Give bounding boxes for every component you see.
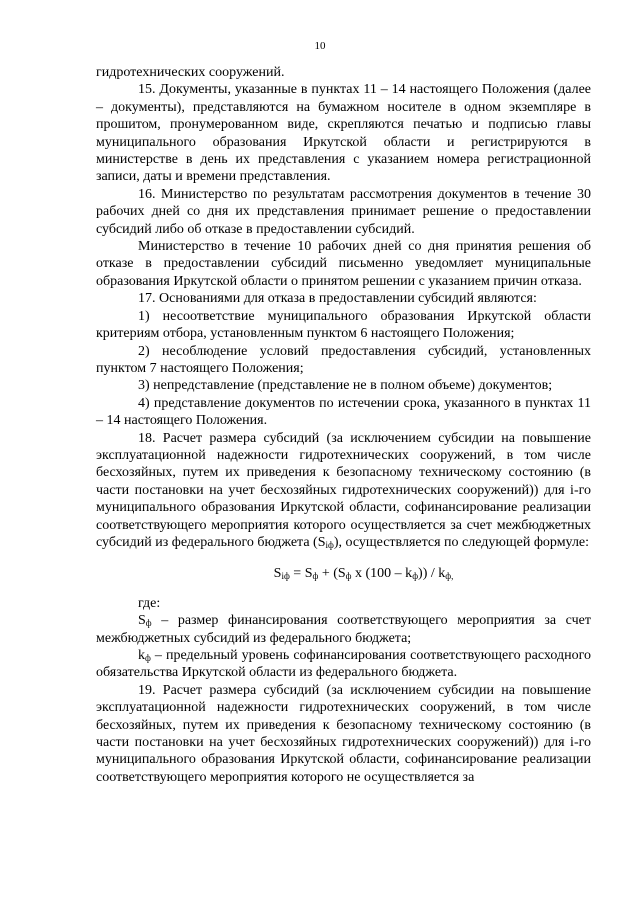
paragraphs-before — [96, 64, 591, 430]
paragraph-18-text: 18. Расчет размера субсидий (за исключением субсидии на повышение эксплуатационной надежности гидротехнических сооружений, в том числе бесхозяйных, путем их приведения к безопасному техническому состоянию (в части постановки на учет бесхозяйных гидротехнических сооружений)) для i-го муниципального образования Иркутской области, софинансирование реализации соответствующего мероприятия которого осуществляется за счет межбюджетных субсидий из федерального бюджета (S — [96, 430, 591, 550]
paragraph: 15. Документы, указанные в пунктах 11 – 14 настоящего Положения (далее – документы), представляются на бумажном носителе в одном экземпляре в прошитом, пронумерованном виде, скрепляются печатью и подписью главы муниципального образования Иркутской области и регистрируются в министерстве в день их представления с указанием номера регистрационной записи, даты и времени представления. — [96, 82, 591, 185]
formula — [96, 565, 591, 582]
document-body — [96, 64, 591, 786]
formula-lhs: S — [273, 566, 282, 582]
formula-mid: + (S — [318, 566, 346, 582]
definition-text: – размер финансирования соответствующего мероприятия за счет межбюджетных субсидий из федерального бюджета; — [96, 613, 591, 646]
paragraph-18 — [96, 430, 591, 552]
paragraph-19: 19. Расчет размера субсидий (за исключением субсидии на повышение эксплуатационной надежности гидротехнических сооружений, в том числе бесхозяйных, путем их приведения к безопасному техническому состоянию (в части постановки на учет бесхозяйных гидротехнических сооружений)) для i-го муниципального образования Иркутской области, софинансирование реализации соответствующего мероприятия которого не осуществляется за — [96, 682, 591, 785]
definition-symbol-sub: ф — [145, 653, 151, 663]
paragraph: 16. Министерство по результатам рассмотрения документов в течение 30 рабочих дней со дня их представления принимает решение о предоставлении субсидий либо об отказе в предоставлении субсидий. — [96, 186, 591, 237]
formula-eq: = S — [289, 566, 313, 582]
definition-text: – предельный уровень софинансирования соответствующего расходного обязательства Иркутской области из федерального бюджета. — [96, 648, 591, 681]
page-number: 10 — [314, 40, 326, 52]
where-label — [96, 595, 591, 612]
formula-s2-sub: ф — [345, 571, 352, 582]
paragraph: 1) несоответствие муниципального образования Иркутской области критериям отбора, установленным пунктом 6 настоящего Положения; — [96, 308, 591, 342]
where-text: где: — [138, 595, 161, 611]
formula-end: )) / k — [418, 566, 446, 582]
paragraph-18-tail: ), осуществляется по следующей формуле: — [333, 534, 590, 550]
paragraph: 3) непредставление (представление не в полном объеме) документов; — [138, 378, 553, 394]
formula-k1-sub: ф — [412, 571, 419, 582]
paragraph-18-sub: iф — [325, 539, 334, 550]
formula-k2-sub: ф, — [445, 571, 454, 582]
paragraph: 4) представление документов по истечении срока, указанного в пунктах 11 – 14 настоящего Положения. — [96, 395, 591, 429]
definition-symbol: S — [138, 613, 146, 629]
definition-symbol: k — [138, 648, 145, 663]
definition-item — [96, 647, 591, 682]
formula-lhs-sub: iф — [281, 571, 290, 582]
definition-symbol-sub: ф — [145, 618, 152, 629]
formula-s1-sub: ф — [312, 571, 319, 582]
formula-mid2: x (100 – k — [351, 566, 413, 582]
paragraph: Министерство в течение 10 рабочих дней со дня принятия решения об отказе в предоставлении субсидий письменно уведомляет муниципальные образования Иркутской области о принятом решении с указанием причин отказа. — [96, 239, 591, 289]
paragraph: гидротехнических сооружений. — [96, 65, 285, 80]
definitions — [96, 612, 591, 682]
paragraph: 2) несоблюдение условий предоставления субсидий, установленных пунктом 7 настоящего Положения; — [96, 343, 591, 376]
paragraph: 17. Основаниями для отказа в предоставлении субсидий являются: — [138, 291, 537, 307]
definition-item — [96, 612, 591, 647]
